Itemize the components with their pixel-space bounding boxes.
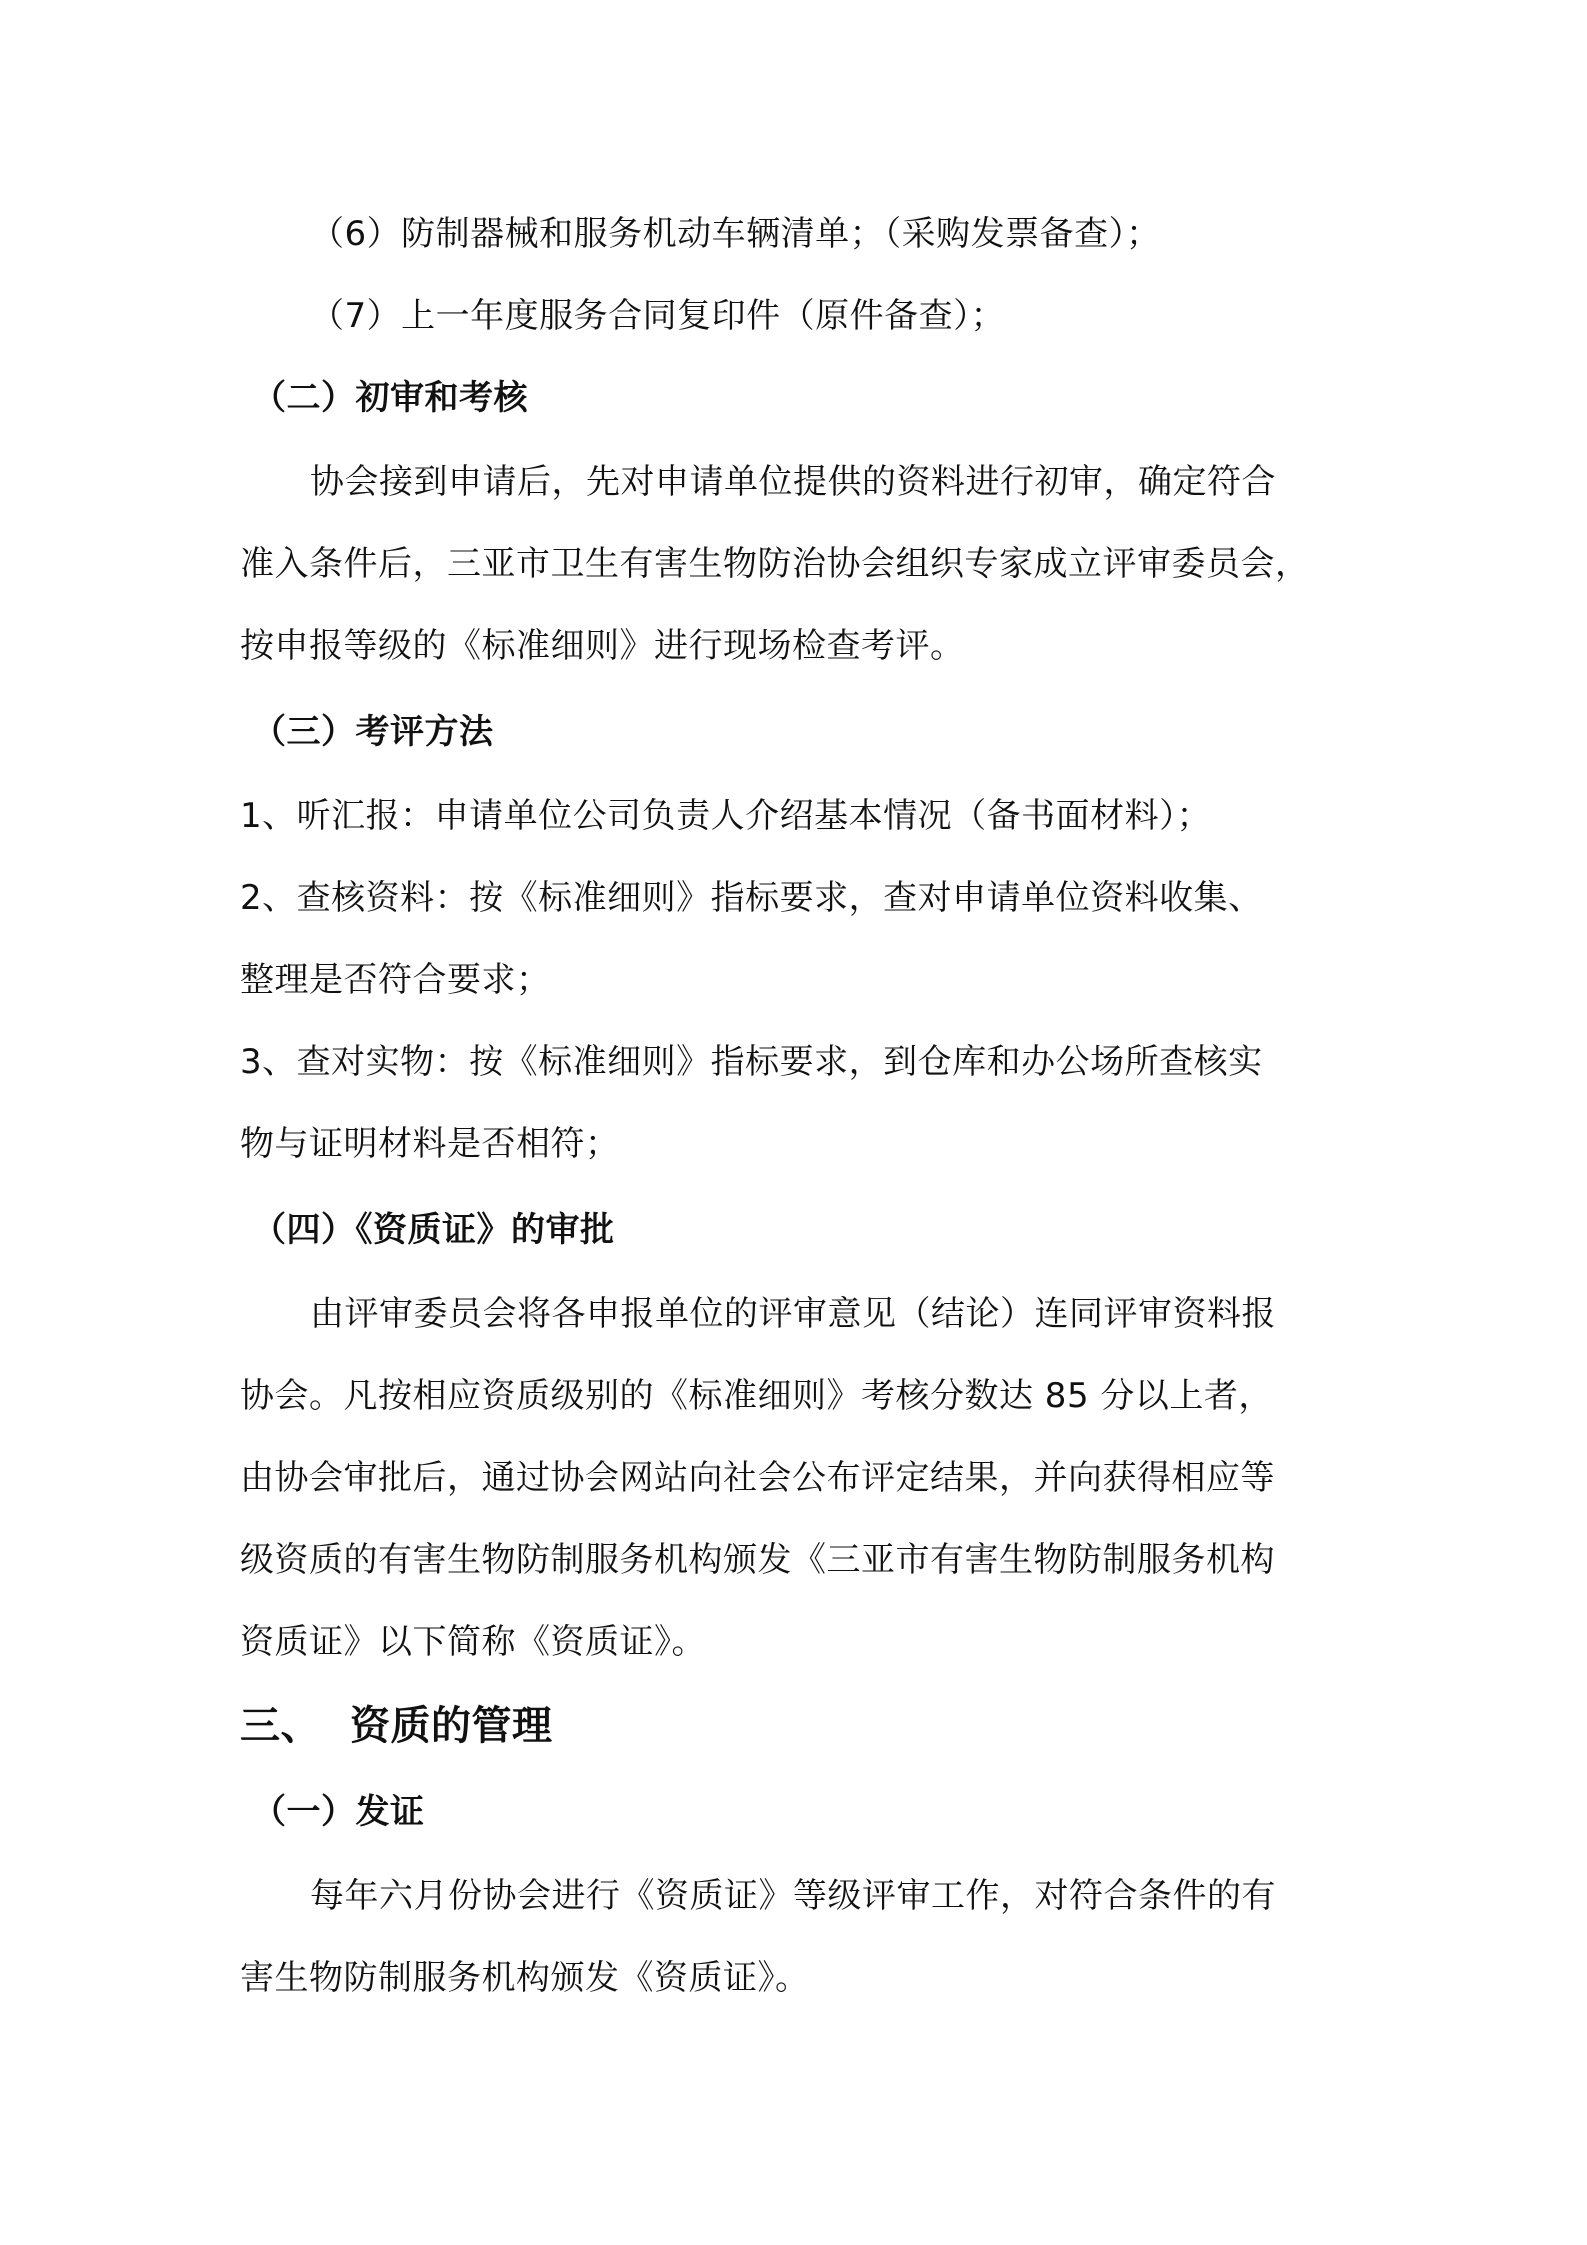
section-number: 三、 [240,1703,321,1749]
paragraph-line: 按申报等级的《标准细则》进行现场检查考评。 [240,626,965,666]
paragraph-line: 资质证》以下简称《资质证》。 [240,1622,706,1662]
list-item-continued: 物与证明材料是否相符； [240,1124,620,1164]
section-heading [240,1700,1360,1752]
paragraph-line: 级资质的有害生物防制服务机构颁发《三亚市有害生物防制服务机构 [240,1540,1275,1580]
list-item: 3、查对实物：按《标准细则》指标要求，到仓库和办公场所查核实 [240,1042,1263,1082]
paragraph-line: 协会接到申请后，先对申请单位提供的资料进行初审，确定符合 [310,462,1276,502]
subheading-review: （二）初审和考核 [252,378,528,418]
list-item: 2、查核资料：按《标准细则》指标要求，查对申请单位资料收集、 [240,878,1263,918]
paragraph-line: 由协会审批后，通过协会网站向社会公布评定结果，并向获得相应等 [240,1458,1275,1498]
subheading-approval: （四）《资质证》的审批 [252,1210,615,1250]
paragraph-line: 每年六月份协会进行《资质证》等级评审工作，对符合条件的有 [310,1876,1276,1916]
paragraph-line: 由评审委员会将各申报单位的评审意见（结论）连同评审资料报 [310,1294,1276,1334]
paragraph-line: 害生物防制服务机构颁发《资质证》。 [240,1958,810,1998]
list-item-7: （7）上一年度服务合同复印件（原件备查）； [310,296,1006,336]
list-item-6: （6）防制器械和服务机动车辆清单；（采购发票备查）； [310,214,1161,254]
section-title: 资质的管理 [350,1703,553,1749]
subheading-certificate: （一）发证 [252,1792,425,1832]
paragraph-line: 准入条件后，三亚市卫生有害生物防治协会组织专家成立评审委员会， [240,544,1310,584]
subheading-method: （三）考评方法 [252,712,494,752]
list-item: 1、听汇报：申请单位公司负责人介绍基本情况（备书面材料）； [240,796,1212,836]
paragraph-line: 协会。凡按相应资质级别的《标准细则》考核分数达 85 分以上者， [240,1376,1273,1416]
list-item-continued: 整理是否符合要求； [240,960,551,1000]
